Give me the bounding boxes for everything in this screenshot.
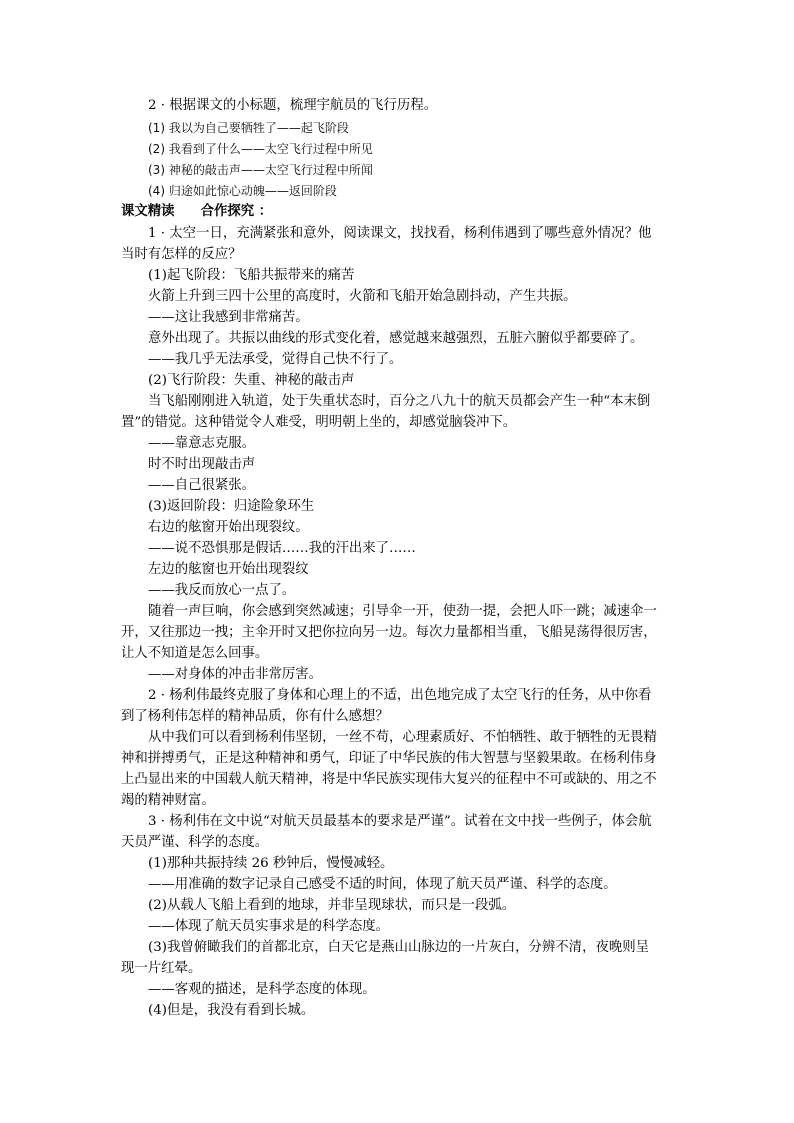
text-line: 开，又往那边一拽；主伞开时又把你拉向另一边。每次力量都相当重，飞船晃荡得很厉害， <box>121 625 657 640</box>
section-heading-a: 课文精读 <box>121 204 175 219</box>
intro-question: 2 · 根据课文的小标题，梳理宇航员的飞行历程。 <box>148 98 438 113</box>
intro-item: (4) 归途如此惊心动魄——返回阶段 <box>148 184 337 198</box>
text-line: 从中我们可以看到杨利伟坚韧，一丝不苟，心理素质好、不怕牺牲、敢于牺牲的无畏精 <box>148 730 657 745</box>
text-line: (2)从载人飞船上看到的地球，并非呈现球状，而只是一段弧。 <box>148 898 516 913</box>
text-line: 上凸显出来的中国载人航天精神，将是中华民族实现伟大复兴的征程中不可或缺的、用之不 <box>121 772 657 787</box>
text-line: ——我反而放心一点了。 <box>148 583 296 598</box>
text-line: ——客观的描述，是科学态度的体现。 <box>148 982 376 997</box>
text-line: ——体现了航天员实事求是的科学态度。 <box>148 919 390 934</box>
text-line: 置”的错觉。这种错觉令人难受，明明朝上坐的，却感觉脑袋冲下。 <box>121 415 517 430</box>
intro-item: (1) 我以为自己要牺牲了——起飞阶段 <box>148 121 349 135</box>
text-line: (2)飞行阶段：失重、神秘的敲击声 <box>148 373 355 388</box>
text-line: ——对身体的冲击非常厉害。 <box>148 667 323 682</box>
text-line: 2 · 杨利伟最终克服了身体和心理上的不适，出色地完成了太空飞行的任务，从中你看 <box>148 688 652 703</box>
text-line: 左边的舷窗也开始出现裂纹 <box>148 562 309 577</box>
text-line: 当时有怎样的反应？ <box>121 247 242 262</box>
text-line: 让人不知道是怎么回事。 <box>121 646 269 661</box>
text-line: (3)我曾俯瞰我们的首都北京，白天它是燕山山脉边的一片灰白，分辨不清，夜晚则呈 <box>148 940 650 955</box>
text-line: ——说不恐惧那是假话……我的汗出来了…… <box>148 541 416 556</box>
text-line: 天员严谨、科学的态度。 <box>121 835 269 850</box>
text-line: (1)那种共振持续 26 秒钟后，慢慢减轻。 <box>148 856 394 871</box>
text-line: ——靠意志克服。 <box>148 436 256 451</box>
text-line: 意外出现了。共振以曲线的形式变化着，感觉越来越强烈，五脏六腑似乎都要碎了。 <box>148 331 644 346</box>
text-line: 神和拼搏勇气，正是这种精神和勇气，印证了中华民族的伟大智慧与坚毅果敢。在杨利伟身 <box>121 751 657 766</box>
text-line: 到了杨利伟怎样的精神品质，你有什么感想？ <box>121 709 389 724</box>
text-line: ——用准确的数字记录自己感受不适的时间，体现了航天员严谨、科学的态度。 <box>148 877 617 892</box>
text-line: (1)起飞阶段：飞船共振带来的痛苦 <box>148 268 355 283</box>
text-line: 时不时出现敲击声 <box>148 457 256 472</box>
text-line: 随着一声巨响，你会感到突然减速；引导伞一开，使劲一提，会把人吓一跳；减速伞一 <box>148 604 657 619</box>
text-line: 当飞船刚刚进入轨道，处于失重状态时，百分之八九十的航天员都会产生一种“本末倒 <box>148 394 651 409</box>
text-line: ——我几乎无法承受，觉得自己快不行了。 <box>148 352 403 367</box>
text-line: 右边的舷窗开始出现裂纹。 <box>148 520 309 535</box>
text-line: 现一片红晕。 <box>121 961 202 976</box>
section-heading-b: 合作探究 ： <box>200 204 273 219</box>
intro-item: (3) 神秘的敲击声——太空飞行过程中所闻 <box>148 163 373 177</box>
text-line: 火箭上升到三四十公里的高度时，火箭和飞船开始急剧抖动，产生共振。 <box>148 289 577 304</box>
text-line: ——这让我感到非常痛苦。 <box>148 310 309 325</box>
text-line: 竭的精神财富。 <box>121 793 215 808</box>
text-line: ——自己很紧张。 <box>148 478 256 493</box>
section-heading <box>121 202 272 222</box>
text-line: 1 · 太空一日，充满紧张和意外，阅读课文，找找看，杨利伟遇到了哪些意外情况？他 <box>148 226 652 241</box>
intro-item: (2) 我看到了什么——太空飞行过程中所见 <box>148 142 373 156</box>
text-line: 3 · 杨利伟在文中说“对航天员最基本的要求是严谨”。试着在文中找一些例子，体会航 <box>148 814 652 829</box>
text-line: (3)返回阶段：归途险象环生 <box>148 499 315 514</box>
text-line: (4)但是，我没有看到长城。 <box>148 1003 315 1018</box>
